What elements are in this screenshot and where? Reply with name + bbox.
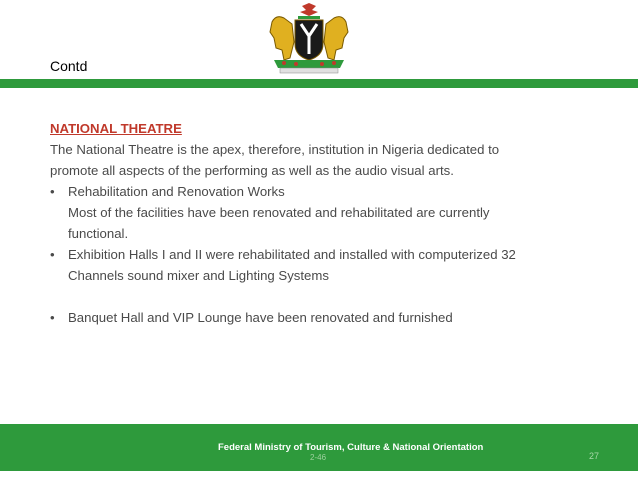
intro-line-2: promote all aspects of the performing as well as the audio visual arts. xyxy=(50,163,454,178)
bullet-text: Exhibition Halls I and II were rehabilitated and installed with computerized 32 xyxy=(68,247,516,262)
header-title: Contd xyxy=(50,58,88,74)
footer-organization: Federal Ministry of Tourism, Culture & National Orientation xyxy=(218,442,484,453)
bullet-item xyxy=(50,307,590,328)
section-title: NATIONAL THEATRE xyxy=(50,121,182,136)
bullet-icon: • xyxy=(50,247,55,262)
bullet-text: Banquet Hall and VIP Lounge have been renovated and furnished xyxy=(68,310,453,325)
footer-bar xyxy=(0,424,638,471)
bullet-icon: • xyxy=(50,310,55,325)
bullet-icon: • xyxy=(50,184,55,199)
footer-subtext: 2-46 xyxy=(310,453,327,462)
bullet-item xyxy=(50,181,590,202)
bullet-subtext-line-1: Most of the facilities have been renovated and rehabilitated are currently xyxy=(68,205,490,220)
bullet-item xyxy=(50,244,590,265)
bullet-subtext-line-2: functional. xyxy=(68,226,129,241)
slide-content xyxy=(50,118,590,328)
coat-of-arms-icon xyxy=(262,2,356,74)
intro-line-1: The National Theatre is the apex, therefore, institution in Nigeria dedicated to xyxy=(50,142,500,157)
page-number: 27 xyxy=(589,451,600,461)
bullet-text: Rehabilitation and Renovation Works xyxy=(68,184,285,199)
bullet-text-continuation: Channels sound mixer and Lighting Systems xyxy=(68,268,329,283)
header-divider-bar xyxy=(0,79,638,88)
